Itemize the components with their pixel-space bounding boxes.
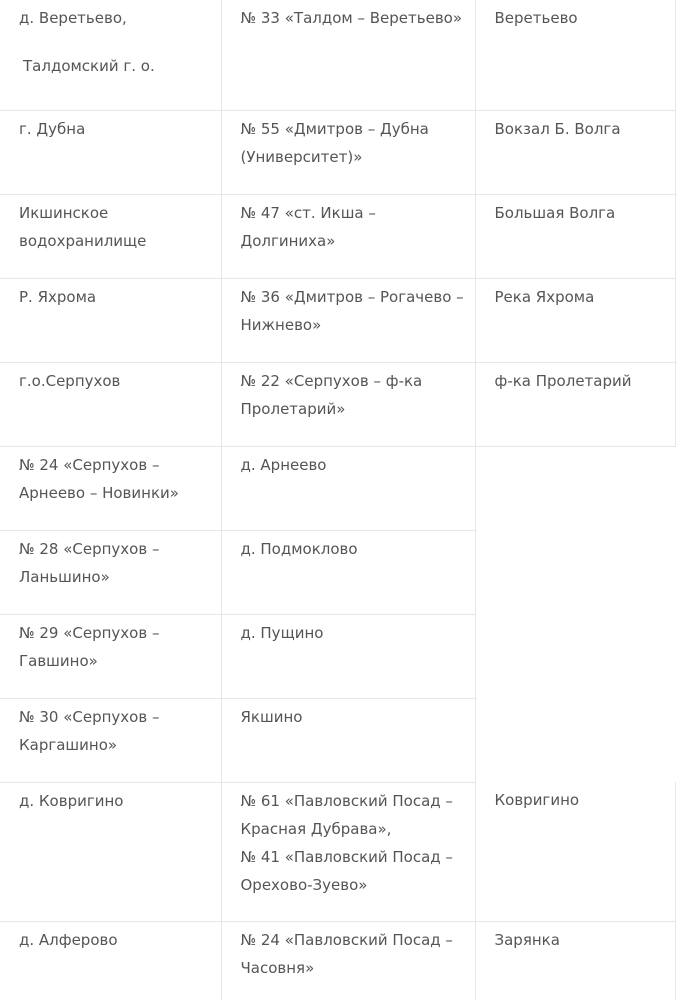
stop-cell (475, 921, 675, 1000)
route-cell (221, 362, 475, 446)
stop-name: Река Яхрома (494, 287, 595, 306)
stop-name: д. Арнеево (240, 455, 327, 474)
route-name: № 30 «Серпухов – Каргашино» (19, 707, 160, 754)
route-cell (0, 698, 221, 782)
route-name-second: № 41 «Павловский Посад – Орехово-Зуево» (240, 847, 453, 894)
stop-cell (475, 782, 675, 921)
place-cell (0, 194, 221, 278)
stop-name: Большая Волга (494, 203, 616, 222)
place-cell (0, 921, 221, 1000)
place-cell (0, 110, 221, 194)
empty-cell (475, 446, 675, 530)
table-row (0, 530, 675, 614)
place-cell (0, 782, 221, 921)
empty-cell (475, 614, 675, 698)
stop-name: д. Подмоклово (240, 539, 358, 558)
table-row (0, 698, 675, 782)
stop-name: Ковригино (494, 791, 580, 809)
place-name: г. Дубна (19, 119, 86, 138)
place-cell (0, 0, 221, 110)
route-name: № 24 «Серпухов – Арнеево – Новинки» (19, 455, 179, 502)
table-row (0, 194, 675, 278)
table-row (0, 278, 675, 362)
stop-name: Вокзал Б. Волга (494, 119, 621, 138)
route-cell (221, 921, 475, 1000)
table-row (0, 782, 675, 921)
stop-cell (475, 0, 675, 110)
route-cell (221, 782, 475, 921)
route-name: № 28 «Серпухов – Ланьшино» (19, 539, 160, 586)
place-name: г.о.Серпухов (19, 371, 121, 390)
table-row (0, 362, 675, 446)
stop-cell (475, 110, 675, 194)
table-row (0, 921, 675, 1000)
route-name: № 55 «Дмитров – Дубна (Университет)» (240, 119, 429, 166)
stop-cell (475, 362, 675, 446)
stop-name: Зарянка (494, 930, 560, 949)
place-name: д. Веретьево, (19, 9, 127, 27)
stop-name: Якшино (240, 707, 303, 726)
place-name: д. Ковригино (19, 791, 124, 810)
place-district: Талдомский г. о. (23, 57, 155, 75)
stop-cell (221, 614, 475, 698)
route-cell (221, 110, 475, 194)
route-name: № 29 «Серпухов – Гавшино» (19, 623, 160, 670)
route-name: № 33 «Талдом – Веретьево» (240, 9, 463, 27)
empty-cell (475, 698, 675, 782)
table-row (0, 446, 675, 530)
place-name: д. Алферово (19, 930, 118, 949)
route-cell (0, 530, 221, 614)
route-cell (0, 446, 221, 530)
route-name: № 22 «Серпухов – ф-ка Пролетарий» (240, 371, 423, 418)
route-name: № 36 «Дмитров – Рогачево – Нижнево» (240, 287, 464, 334)
stop-cell (221, 446, 475, 530)
empty-cell (475, 530, 675, 614)
stop-cell (221, 698, 475, 782)
route-name: № 61 «Павловский Посад – Красная Дубрава», (240, 791, 453, 838)
stop-cell (475, 194, 675, 278)
stop-name: д. Пущино (240, 623, 324, 642)
place-name: Икшинское водохранилище (19, 203, 147, 250)
place-name: Р. Яхрома (19, 287, 97, 306)
stop-cell (475, 278, 675, 362)
route-cell (221, 0, 475, 110)
route-cell (221, 194, 475, 278)
place-cell (0, 362, 221, 446)
stop-name: Веретьево (494, 9, 578, 27)
route-cell (221, 278, 475, 362)
place-cell (0, 278, 221, 362)
table-row (0, 0, 675, 110)
route-name: № 47 «ст. Икша – Долгиниха» (240, 203, 376, 250)
table-row (0, 110, 675, 194)
route-cell (0, 614, 221, 698)
stop-cell (221, 530, 475, 614)
table-row (0, 614, 675, 698)
stop-name: ф-ка Пролетарий (494, 371, 632, 390)
route-name: № 24 «Павловский Посад – Часовня» (240, 930, 453, 977)
